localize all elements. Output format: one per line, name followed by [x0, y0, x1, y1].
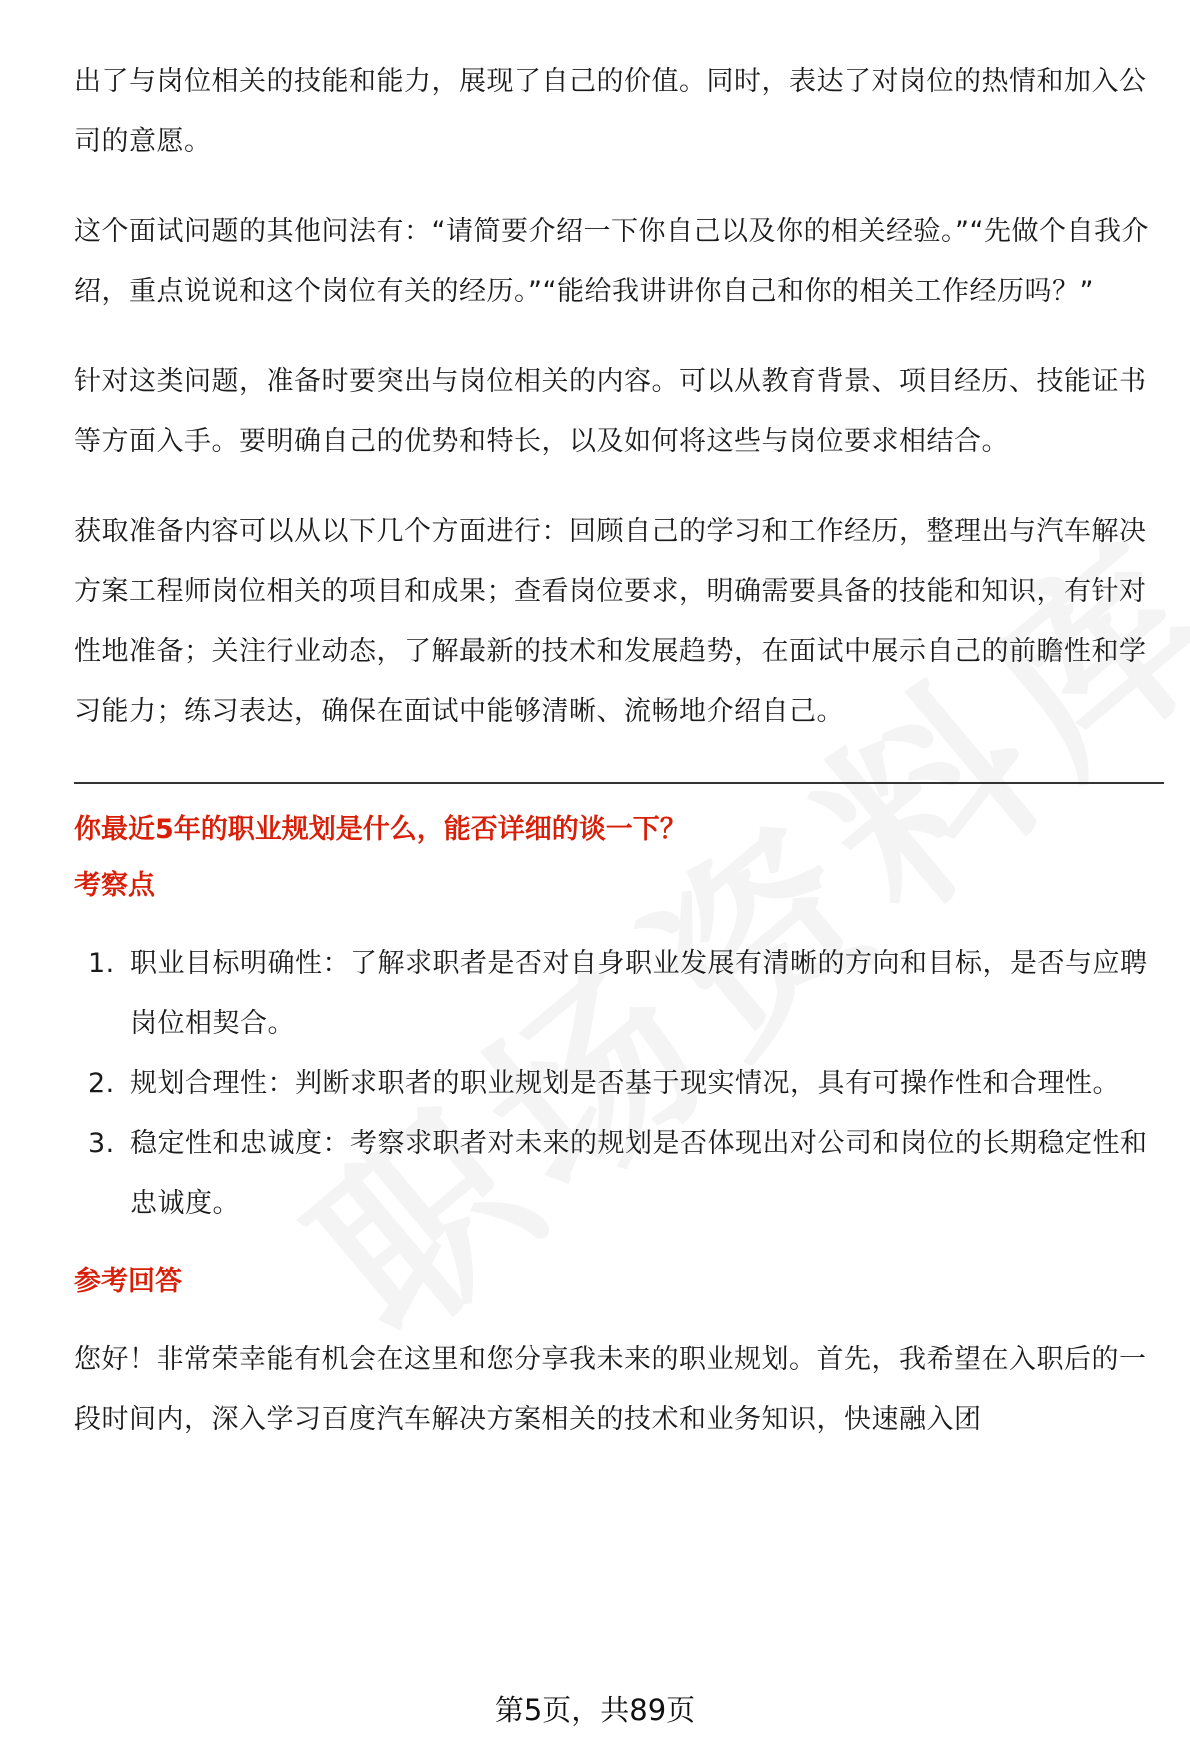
paragraph-preparation-tips: 针对这类问题，准备时要突出与岗位相关的内容。可以从教育背景、项目经历、技能证书等方面入手。要明确自己的优势和特长，以及如何将这些与岗位要求相结合。 [74, 366, 1147, 457]
list-item-text: 规划合理性：判断求职者的职业规划是否基于现实情况，具有可操作性和合理性。 [130, 1068, 1120, 1099]
list-item-number: 3. [88, 1128, 115, 1159]
question-heading: 你最近5年的职业规划是什么，能否详细的谈一下？ [74, 814, 687, 845]
paragraph-reference-answer: 您好！非常荣幸能有机会在这里和您分享我未来的职业规划。首先，我希望在入职后的一段时间内，深入学习百度汽车解决方案相关的技术和业务知识，快速融入团 [74, 1344, 1147, 1435]
paragraph-intro-continuation: 出了与岗位相关的技能和能力，展现了自己的价值。同时，表达了对岗位的热情和加入公司的意愿。 [74, 66, 1147, 157]
list-item [74, 1114, 1164, 1234]
section-divider [74, 782, 1164, 784]
paragraph-alternative-questions: 这个面试问题的其他问法有：“请简要介绍一下你自己以及你的相关经验。”“先做个自我介绍，重点说说和这个岗位有关的经历。”“能给我讲讲你自己和你的相关工作经历吗？” [74, 216, 1149, 307]
list-item [74, 1054, 1164, 1114]
examine-points-heading: 考察点 [74, 870, 155, 901]
list-item-number: 1. [88, 948, 115, 979]
examine-points-list [74, 934, 1164, 1234]
paragraph-preparation-content: 获取准备内容可以从以下几个方面进行：回顾自己的学习和工作经历，整理出与汽车解决方案工程师岗位相关的项目和成果；查看岗位要求，明确需要具备的技能和知识，有针对性地准备；关注行业动态，了解最新的技术和发展趋势，在面试中展示自己的前瞻性和学习能力；练习表达，确保在面试中能够清晰、流畅地介绍自己。 [74, 516, 1147, 727]
reference-answer-heading: 参考回答 [74, 1266, 182, 1297]
page-number-footer: 第5页，共89页 [494, 1693, 696, 1727]
list-item [74, 934, 1164, 1054]
document-page [74, 52, 1164, 1450]
list-item-text: 职业目标明确性：了解求职者是否对自身职业发展有清晰的方向和目标，是否与应聘岗位相契合。 [130, 948, 1148, 1039]
list-item-number: 2. [88, 1068, 115, 1099]
list-item-text: 稳定性和忠诚度：考察求职者对未来的规划是否体现出对公司和岗位的长期稳定性和忠诚度。 [130, 1128, 1148, 1219]
